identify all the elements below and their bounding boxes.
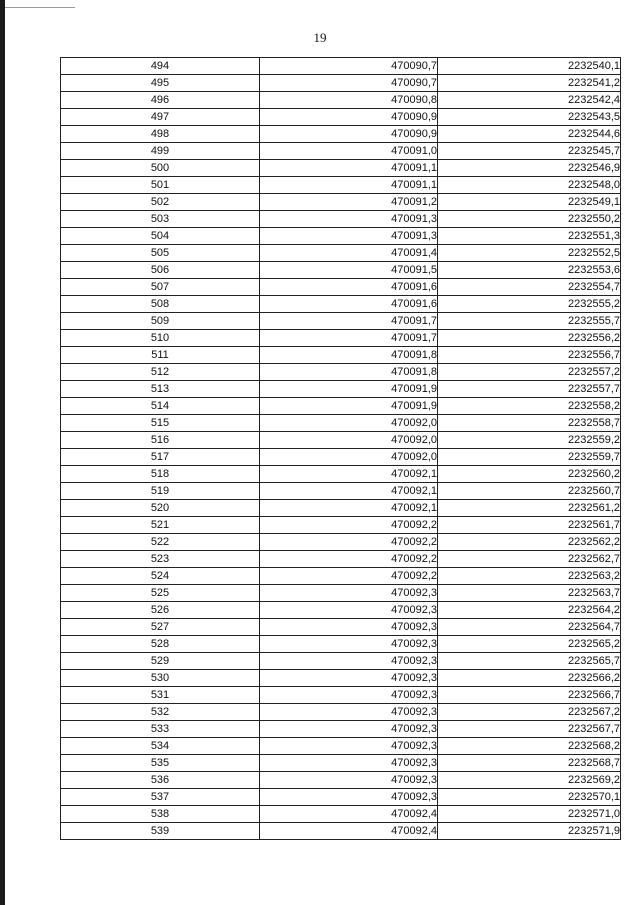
x-coordinate-cell: 470091,2	[260, 194, 438, 211]
point-number-cell: 496	[61, 92, 260, 109]
x-coordinate-cell: 470092,0	[260, 449, 438, 466]
table-row	[61, 296, 621, 313]
coordinates-table-body	[61, 58, 621, 840]
x-coordinate-cell: 470092,3	[260, 789, 438, 806]
y-coordinate-cell: 2232545,7	[438, 143, 621, 160]
point-number-cell: 497	[61, 109, 260, 126]
y-coordinate-cell: 2232560,2	[438, 466, 621, 483]
x-coordinate-cell: 470092,2	[260, 568, 438, 585]
x-coordinate-cell: 470092,3	[260, 738, 438, 755]
table-row	[61, 789, 621, 806]
table-row	[61, 279, 621, 296]
point-number-cell: 525	[61, 585, 260, 602]
table-row	[61, 483, 621, 500]
table-row	[61, 636, 621, 653]
table-row	[61, 772, 621, 789]
y-coordinate-cell: 2232562,2	[438, 534, 621, 551]
point-number-cell: 516	[61, 432, 260, 449]
y-coordinate-cell: 2232557,2	[438, 364, 621, 381]
table-row	[61, 551, 621, 568]
scan-edge-bar	[0, 0, 5, 905]
point-number-cell: 506	[61, 262, 260, 279]
x-coordinate-cell: 470092,0	[260, 415, 438, 432]
y-coordinate-cell: 2232553,6	[438, 262, 621, 279]
table-row	[61, 415, 621, 432]
y-coordinate-cell: 2232555,2	[438, 296, 621, 313]
table-row	[61, 245, 621, 262]
y-coordinate-cell: 2232567,7	[438, 721, 621, 738]
y-coordinate-cell: 2232546,9	[438, 160, 621, 177]
x-coordinate-cell: 470090,9	[260, 126, 438, 143]
table-row	[61, 364, 621, 381]
table-row	[61, 721, 621, 738]
table-row	[61, 466, 621, 483]
point-number-cell: 523	[61, 551, 260, 568]
table-row	[61, 619, 621, 636]
x-coordinate-cell: 470092,4	[260, 823, 438, 840]
x-coordinate-cell: 470091,3	[260, 211, 438, 228]
x-coordinate-cell: 470091,7	[260, 330, 438, 347]
table-row	[61, 823, 621, 840]
point-number-cell: 528	[61, 636, 260, 653]
table-row	[61, 58, 621, 75]
point-number-cell: 529	[61, 653, 260, 670]
y-coordinate-cell: 2232552,5	[438, 245, 621, 262]
point-number-cell: 509	[61, 313, 260, 330]
x-coordinate-cell: 470092,3	[260, 636, 438, 653]
point-number-cell: 514	[61, 398, 260, 415]
x-coordinate-cell: 470091,8	[260, 364, 438, 381]
point-number-cell: 501	[61, 177, 260, 194]
y-coordinate-cell: 2232542,4	[438, 92, 621, 109]
x-coordinate-cell: 470092,2	[260, 517, 438, 534]
x-coordinate-cell: 470092,3	[260, 585, 438, 602]
y-coordinate-cell: 2232568,7	[438, 755, 621, 772]
table-row	[61, 517, 621, 534]
point-number-cell: 539	[61, 823, 260, 840]
coordinates-table	[60, 57, 621, 840]
point-number-cell: 495	[61, 75, 260, 92]
table-row	[61, 449, 621, 466]
point-number-cell: 533	[61, 721, 260, 738]
table-row	[61, 177, 621, 194]
point-number-cell: 527	[61, 619, 260, 636]
y-coordinate-cell: 2232551,3	[438, 228, 621, 245]
y-coordinate-cell: 2232561,2	[438, 500, 621, 517]
table-row	[61, 670, 621, 687]
y-coordinate-cell: 2232559,2	[438, 432, 621, 449]
point-number-cell: 515	[61, 415, 260, 432]
x-coordinate-cell: 470090,7	[260, 58, 438, 75]
table-row	[61, 806, 621, 823]
point-number-cell: 524	[61, 568, 260, 585]
y-coordinate-cell: 2232571,0	[438, 806, 621, 823]
table-row	[61, 126, 621, 143]
point-number-cell: 499	[61, 143, 260, 160]
table-row	[61, 585, 621, 602]
point-number-cell: 522	[61, 534, 260, 551]
table-row	[61, 704, 621, 721]
table-row	[61, 313, 621, 330]
y-coordinate-cell: 2232569,2	[438, 772, 621, 789]
y-coordinate-cell: 2232565,2	[438, 636, 621, 653]
point-number-cell: 520	[61, 500, 260, 517]
table-row	[61, 568, 621, 585]
x-coordinate-cell: 470090,7	[260, 75, 438, 92]
point-number-cell: 500	[61, 160, 260, 177]
y-coordinate-cell: 2232541,2	[438, 75, 621, 92]
point-number-cell: 518	[61, 466, 260, 483]
x-coordinate-cell: 470092,4	[260, 806, 438, 823]
x-coordinate-cell: 470092,2	[260, 551, 438, 568]
x-coordinate-cell: 470092,3	[260, 619, 438, 636]
x-coordinate-cell: 470092,3	[260, 602, 438, 619]
y-coordinate-cell: 2232555,7	[438, 313, 621, 330]
point-number-cell: 530	[61, 670, 260, 687]
x-coordinate-cell: 470092,3	[260, 687, 438, 704]
point-number-cell: 534	[61, 738, 260, 755]
x-coordinate-cell: 470091,3	[260, 228, 438, 245]
y-coordinate-cell: 2232563,2	[438, 568, 621, 585]
x-coordinate-cell: 470091,6	[260, 296, 438, 313]
x-coordinate-cell: 470092,3	[260, 721, 438, 738]
scan-corner-line	[5, 7, 75, 8]
y-coordinate-cell: 2232566,7	[438, 687, 621, 704]
y-coordinate-cell: 2232558,2	[438, 398, 621, 415]
y-coordinate-cell: 2232549,1	[438, 194, 621, 211]
table-row	[61, 432, 621, 449]
x-coordinate-cell: 470090,9	[260, 109, 438, 126]
y-coordinate-cell: 2232566,2	[438, 670, 621, 687]
x-coordinate-cell: 470092,3	[260, 772, 438, 789]
y-coordinate-cell: 2232568,2	[438, 738, 621, 755]
x-coordinate-cell: 470091,9	[260, 381, 438, 398]
table-row	[61, 330, 621, 347]
table-row	[61, 160, 621, 177]
point-number-cell: 538	[61, 806, 260, 823]
y-coordinate-cell: 2232562,7	[438, 551, 621, 568]
x-coordinate-cell: 470091,5	[260, 262, 438, 279]
y-coordinate-cell: 2232571,9	[438, 823, 621, 840]
table-row	[61, 194, 621, 211]
y-coordinate-cell: 2232548,0	[438, 177, 621, 194]
table-row	[61, 75, 621, 92]
y-coordinate-cell: 2232554,7	[438, 279, 621, 296]
table-row	[61, 381, 621, 398]
y-coordinate-cell: 2232560,7	[438, 483, 621, 500]
x-coordinate-cell: 470092,2	[260, 534, 438, 551]
point-number-cell: 513	[61, 381, 260, 398]
point-number-cell: 526	[61, 602, 260, 619]
x-coordinate-cell: 470091,4	[260, 245, 438, 262]
x-coordinate-cell: 470090,8	[260, 92, 438, 109]
y-coordinate-cell: 2232540,1	[438, 58, 621, 75]
table-row	[61, 211, 621, 228]
y-coordinate-cell: 2232543,5	[438, 109, 621, 126]
point-number-cell: 532	[61, 704, 260, 721]
table-row	[61, 347, 621, 364]
table-row	[61, 228, 621, 245]
x-coordinate-cell: 470092,1	[260, 483, 438, 500]
point-number-cell: 502	[61, 194, 260, 211]
point-number-cell: 531	[61, 687, 260, 704]
point-number-cell: 507	[61, 279, 260, 296]
point-number-cell: 521	[61, 517, 260, 534]
table-row	[61, 143, 621, 160]
y-coordinate-cell: 2232570,1	[438, 789, 621, 806]
table-row	[61, 602, 621, 619]
x-coordinate-cell: 470091,9	[260, 398, 438, 415]
table-row	[61, 262, 621, 279]
table-row	[61, 109, 621, 126]
x-coordinate-cell: 470091,1	[260, 177, 438, 194]
table-row	[61, 687, 621, 704]
x-coordinate-cell: 470091,8	[260, 347, 438, 364]
table-row	[61, 534, 621, 551]
point-number-cell: 512	[61, 364, 260, 381]
y-coordinate-cell: 2232544,6	[438, 126, 621, 143]
y-coordinate-cell: 2232565,7	[438, 653, 621, 670]
y-coordinate-cell: 2232556,7	[438, 347, 621, 364]
point-number-cell: 511	[61, 347, 260, 364]
x-coordinate-cell: 470091,7	[260, 313, 438, 330]
point-number-cell: 504	[61, 228, 260, 245]
x-coordinate-cell: 470092,3	[260, 670, 438, 687]
point-number-cell: 505	[61, 245, 260, 262]
point-number-cell: 498	[61, 126, 260, 143]
page-number: 19	[313, 30, 327, 45]
x-coordinate-cell: 470091,0	[260, 143, 438, 160]
y-coordinate-cell: 2232561,7	[438, 517, 621, 534]
x-coordinate-cell: 470091,1	[260, 160, 438, 177]
table-row	[61, 92, 621, 109]
x-coordinate-cell: 470092,0	[260, 432, 438, 449]
point-number-cell: 494	[61, 58, 260, 75]
point-number-cell: 503	[61, 211, 260, 228]
x-coordinate-cell: 470092,3	[260, 653, 438, 670]
x-coordinate-cell: 470092,3	[260, 755, 438, 772]
table-row	[61, 398, 621, 415]
point-number-cell: 517	[61, 449, 260, 466]
x-coordinate-cell: 470092,1	[260, 500, 438, 517]
y-coordinate-cell: 2232559,7	[438, 449, 621, 466]
y-coordinate-cell: 2232557,7	[438, 381, 621, 398]
y-coordinate-cell: 2232558,7	[438, 415, 621, 432]
point-number-cell: 536	[61, 772, 260, 789]
table-row	[61, 755, 621, 772]
table-row	[61, 500, 621, 517]
y-coordinate-cell: 2232567,2	[438, 704, 621, 721]
table-row	[61, 738, 621, 755]
point-number-cell: 519	[61, 483, 260, 500]
table-row	[61, 653, 621, 670]
point-number-cell: 537	[61, 789, 260, 806]
point-number-cell: 535	[61, 755, 260, 772]
y-coordinate-cell: 2232550,2	[438, 211, 621, 228]
x-coordinate-cell: 470092,3	[260, 704, 438, 721]
y-coordinate-cell: 2232564,7	[438, 619, 621, 636]
point-number-cell: 508	[61, 296, 260, 313]
y-coordinate-cell: 2232564,2	[438, 602, 621, 619]
x-coordinate-cell: 470092,1	[260, 466, 438, 483]
point-number-cell: 510	[61, 330, 260, 347]
y-coordinate-cell: 2232556,2	[438, 330, 621, 347]
x-coordinate-cell: 470091,6	[260, 279, 438, 296]
y-coordinate-cell: 2232563,7	[438, 585, 621, 602]
